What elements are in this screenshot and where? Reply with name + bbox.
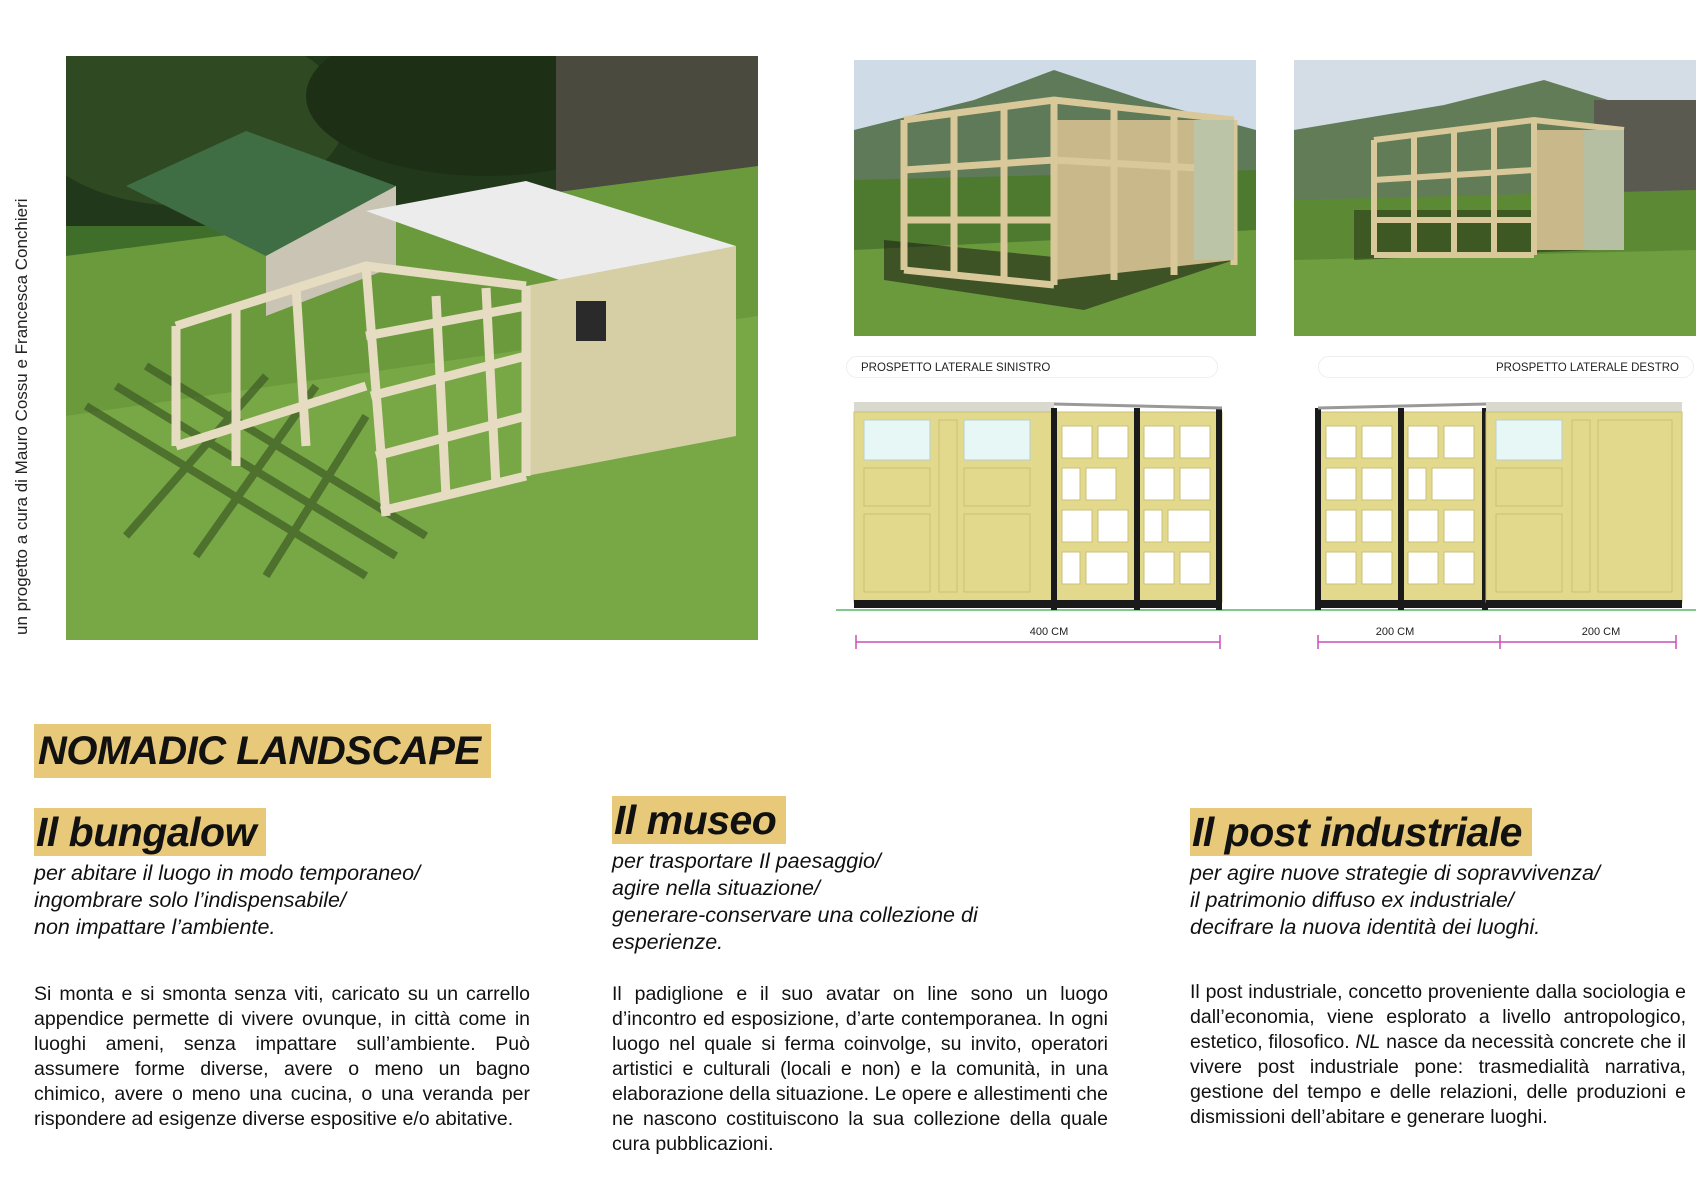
project-credit: un progetto a cura di Mauro Cossu e Francesca Conchieri: [12, 198, 31, 635]
elevation-left: [854, 402, 1222, 610]
section-subtitle-post-industriale: per agire nuove strategie di sopravvivenza/ il patrimonio diffuso ex industriale/ decifrare la nuova identità dei luoghi.: [1190, 861, 1600, 939]
dimension-left-400cm: 400 CM: [1029, 626, 1069, 638]
brand-title: NOMADIC LANDSCAPE: [34, 724, 491, 778]
main-pavilion-photo: [66, 56, 758, 640]
pavilion-photo-left: [854, 60, 1256, 336]
section-body-museo: Il padiglione e il suo avatar on line sono un luogo d’incontro ed esposizione, d’arte contemporanea. In ogni luogo nel quale si ferma coinvolge, su invito, operatori artistici e culturali (locali e non) e la comunità, in una elaborazione della situazione. Le opere e allestimenti che ne nascono costituiscono la sua collezione della quale cura pubblicazioni.: [612, 983, 1108, 1155]
elevation-right: [1315, 402, 1682, 610]
body-text-part-2: nasce da necessità concrete che il vivere post industriale pone: trasmedialità narrativa, gestione del tempo e delle relazioni, delle produzioni e dismissioni dell’abitare e generare luoghi.: [1190, 1031, 1686, 1128]
pavilion-photo-right: [1294, 60, 1696, 336]
dimension-right-200cm-a: 200 CM: [1375, 626, 1415, 638]
elevation-drawings: [836, 352, 1696, 662]
section-title-museo: Il museo: [612, 796, 786, 844]
section-body-bungalow: Si monta e si smonta senza viti, caricato su un carrello appendice permette di vivere ovunque, in città come in luoghi ameni, senza impattare sull’ambiente. Può assumere forme diverse, avere o meno un bagno chimico, avere o meno una cucina, o una veranda per rispondere ad esigenze diverse espositive e/o abitative.: [34, 983, 530, 1130]
body-text-part-1: Il post industriale, concetto proveniente dalla sociologia e dall’economia, viene esplorato a livello antropologico, estetico, filosofico.: [1190, 981, 1686, 1053]
section-title-bungalow: Il bungalow: [34, 808, 266, 856]
elevation-right-label: PROSPETTO LATERALE DESTRO: [1318, 356, 1694, 378]
dimension-right-200cm-b: 200 CM: [1581, 626, 1621, 638]
section-title-post-industriale: Il post industriale: [1190, 808, 1532, 856]
body-text-nl: NL: [1355, 1031, 1381, 1053]
dimension-lines: [856, 635, 1676, 649]
elevation-left-label: PROSPETTO LATERALE SINISTRO: [846, 356, 1218, 378]
section-body-post-industriale: [1190, 980, 1686, 1130]
section-subtitle-bungalow: per abitare il luogo in modo temporaneo/ ingombrare solo l’indispensabile/ non impattare l’ambiente.: [34, 861, 421, 939]
section-subtitle-museo: per trasportare Il paesaggio/ agire nella situazione/ generare-conservare una collezione di esperienze.: [612, 849, 978, 954]
